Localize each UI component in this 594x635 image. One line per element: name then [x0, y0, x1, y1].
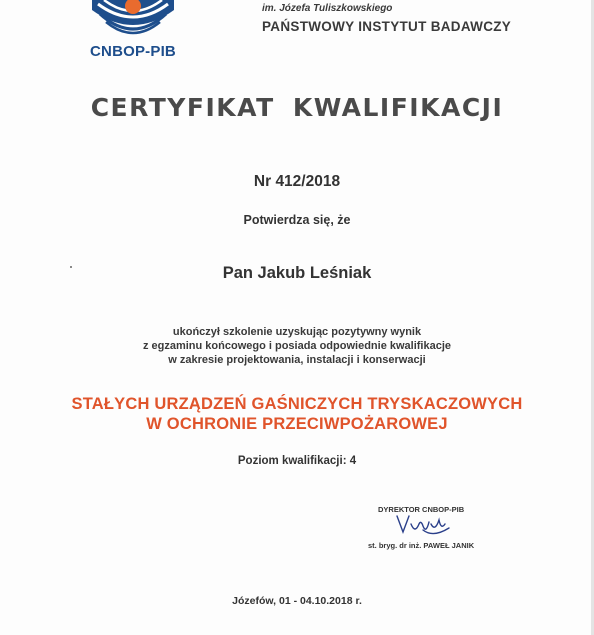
logo-text: CNBOP-PIB	[90, 43, 176, 60]
institute-subtitle: im. Józefa Tuliszkowskiego	[262, 3, 393, 14]
qualification-level: Poziom kwalifikacji: 4	[237, 455, 357, 467]
field-line: STAŁYCH URZĄDZEŃ GAŚNICZYCH TRYSKACZOWYCH	[71, 395, 523, 413]
statement-line: w zakresie projektowania, instalacji i konserwacji	[168, 354, 426, 366]
logo-emblem-icon	[86, 0, 180, 44]
certificate-number: Nr 412/2018	[253, 173, 341, 190]
director-name: st. bryg. dr inż. PAWEŁ JANIK	[368, 541, 475, 550]
cnbop-logo	[78, 0, 188, 70]
place-date: Józefów, 01 - 04.10.2018 r.	[232, 595, 362, 607]
person-name: Pan Jakub Leśniak	[222, 264, 372, 282]
qualification-field	[0, 394, 594, 434]
statement-text	[0, 325, 594, 367]
director-title: DYREKTOR CNBOP-PIB	[378, 505, 465, 514]
certificate-title: CERTYFIKAT KWALIFIKACJI	[90, 93, 504, 122]
statement-line: ukończył szkolenie uzyskując pozytywny wynik	[172, 326, 422, 338]
institute-name: PAŃSTWOWY INSTYTUT BADAWCZY	[262, 19, 512, 34]
confirm-text: Potwierdza się, że	[243, 213, 351, 227]
signature-icon	[393, 510, 453, 540]
field-line: W OCHRONIE PRZECIWPOŻAROWEJ	[146, 415, 448, 433]
statement-line: z egzaminu końcowego i posiada odpowiednie kwalifikacje	[142, 340, 452, 352]
